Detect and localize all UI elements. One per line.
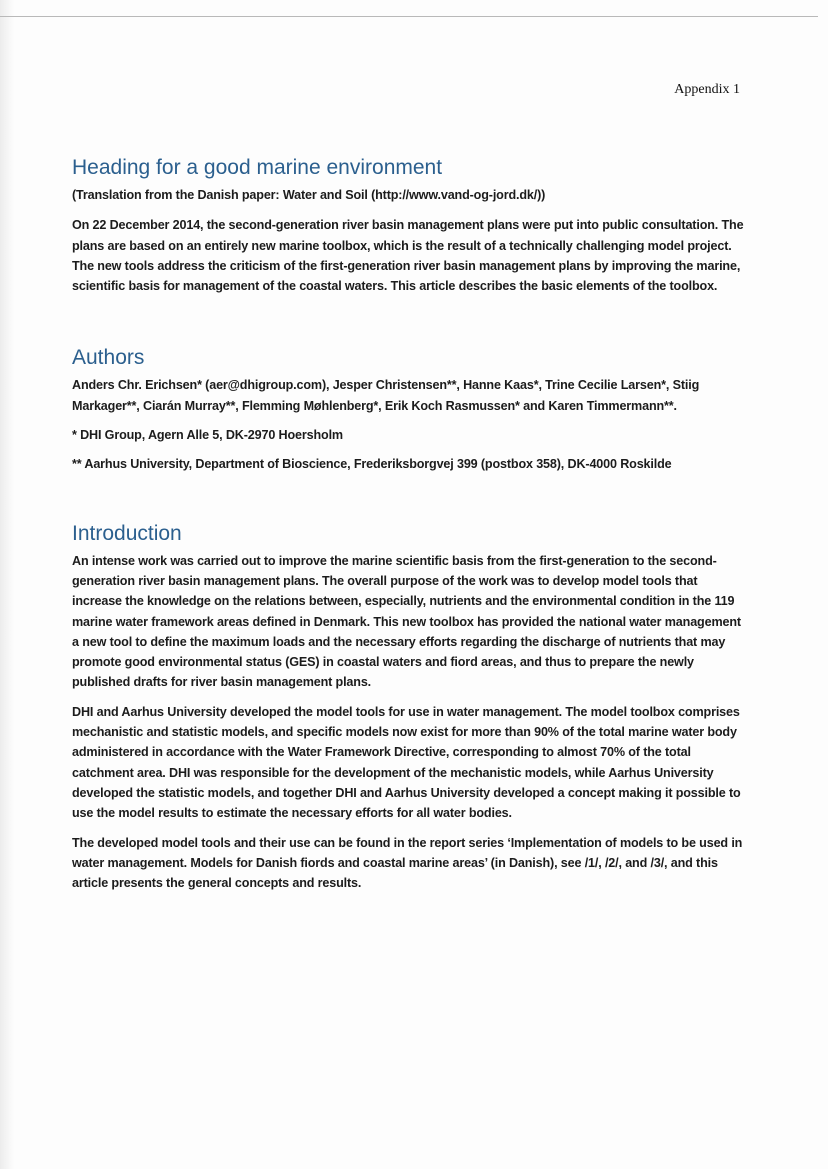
document-body	[72, 155, 750, 902]
heading-marine: Heading for a good marine environment	[72, 156, 443, 179]
heading-authors: Authors	[72, 346, 145, 370]
translation-note: (Translation from the Danish paper: Water and Soil (http://www.vand-og-jord.dk/))	[72, 188, 546, 202]
section-authors	[72, 345, 750, 474]
section-marine	[72, 155, 750, 296]
intro-paragraph-1: An intense work was carried out to improve the marine scientific basis from the first-generation to the second-generation river basin management plans. The overall purpose of the work was to develop model tools that increase the knowledge on the relations between, especially, nutrients and the environmental condition in the 119 marine water framework areas defined in Denmark. This new toolbox has provided the national water management a new tool to define the maximum loads and the necessary efforts regarding the discharge of nutrients that may promote good environmental status (GES) in coastal waters and fiord areas, and thus to prepare the newly published drafts for river basin management plans.	[72, 553, 741, 690]
affiliation-dhi: * DHI Group, Agern Alle 5, DK-2970 Hoersholm	[72, 428, 343, 443]
intro-paragraph-2: DHI and Aarhus University developed the model tools for use in water management. The model toolbox comprises mechanistic and statistic models, and specific models now exist for more than 90% of the total marine water body administered in accordance with the Water Framework Directive, corresponding to almost 70% of the total catchment area. DHI was responsible for the development of the mechanistic models, while Aarhus University developed the statistic models, and together DHI and Aarhus University developed a concept making it possible to use the model results to estimate the necessary efforts for all water bodies.	[72, 704, 741, 821]
marine-paragraph: On 22 December 2014, the second-generation river basin management plans were put into public consultation. The plans are based on an entirely new marine toolbox, which is the result of a technically challenging model project. The new tools address the criticism of the first-generation river basin management plans by improving the marine, scientific basis for management of the coastal waters. This article describes the basic elements of the toolbox.	[72, 218, 744, 294]
section-introduction	[72, 521, 750, 894]
appendix-label: Appendix 1	[674, 82, 740, 97]
intro-paragraph-3: The developed model tools and their use can be found in the report series ‘Implementation of models to be used in water management. Models for Danish fiords and coastal marine areas’ (in Danish), see /1/, /2/, and /3/, and this article presents the general concepts and results.	[72, 835, 743, 891]
scan-edge-shadow	[0, 0, 14, 1169]
heading-introduction: Introduction	[72, 521, 182, 545]
author-names: Anders Chr. Erichsen* (aer@dhigroup.com), Jesper Christensen**, Hanne Kaas*, Trine Cecilie Larsen*, Stiig Markager**, Ciarán Murray**, Flemming Møhlenberg*, Erik Koch Rasmussen* and Karen Timmermann**.	[72, 378, 700, 413]
affiliation-aarhus: ** Aarhus University, Department of Bioscience, Frederiksborgvej 399 (postbox 358), DK-4000 Roskilde	[72, 457, 672, 472]
top-rule	[0, 16, 818, 17]
